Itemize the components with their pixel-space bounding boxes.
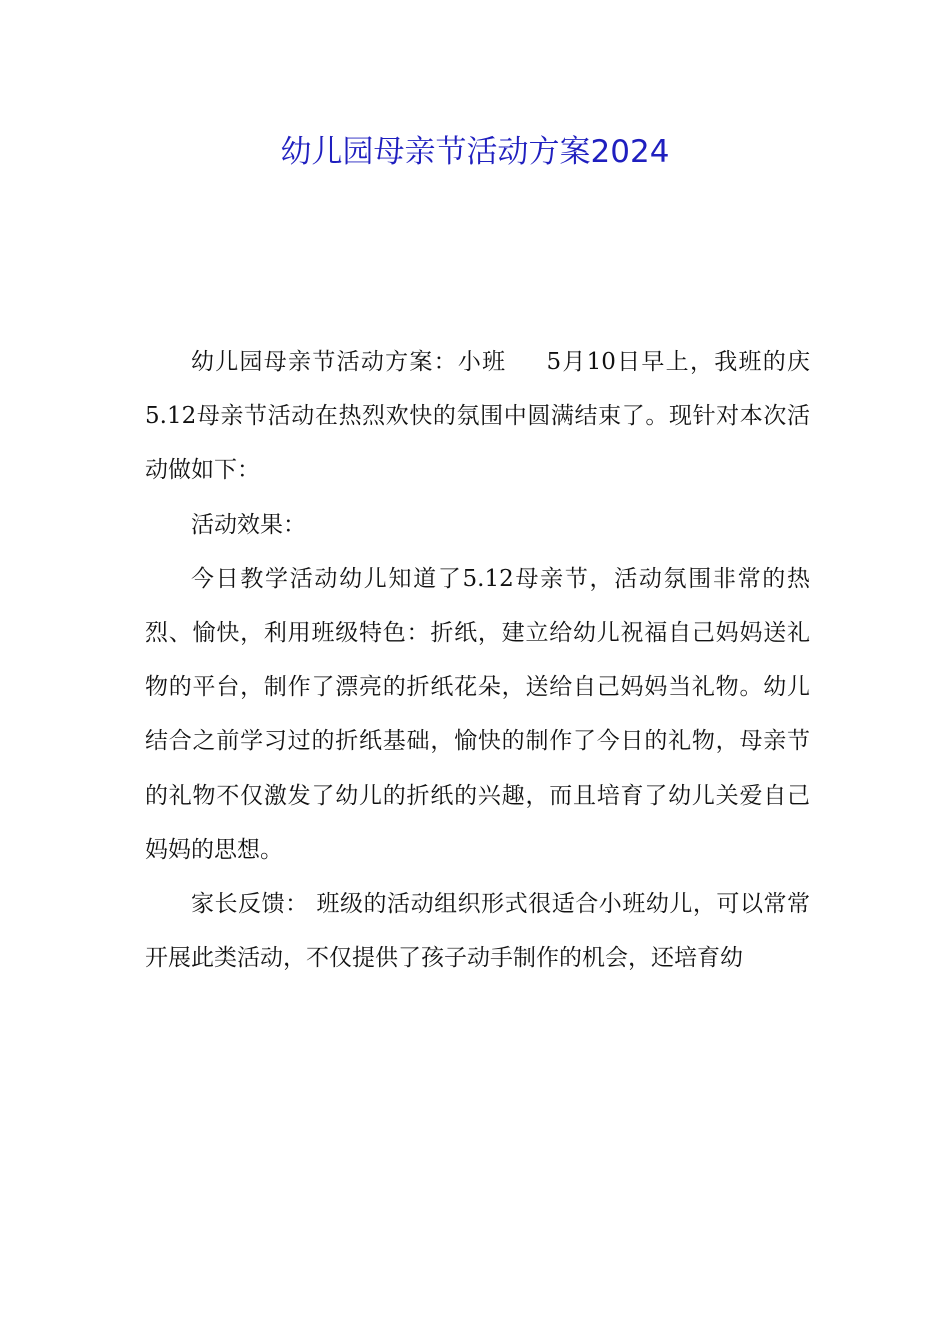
paragraph-intro-lead: 幼儿园母亲节活动方案：小班 <box>191 349 507 375</box>
paragraph-effect: 今日教学活动幼儿知道了5.12母亲节，活动氛围非常的热烈、愉快，利用班级特色：折纸，建立给幼儿祝福自己妈妈送礼物的平台，制作了漂亮的折纸花朵，送给自己妈妈当礼物。幼儿结合之前学习过的折纸基础，愉快的制作了今日的礼物，母亲节的礼物不仅激发了幼儿的折纸的兴趣，而且培育了幼儿关爱自己妈妈的思想。 <box>145 565 810 863</box>
paragraph-intro <box>145 335 810 498</box>
document-body <box>145 335 810 985</box>
paragraph-heading-effect: 活动效果： <box>191 511 306 538</box>
document-title: 幼儿园母亲节活动方案2024 <box>280 134 670 170</box>
paragraph-intro-text: 5月10日早上，我班的庆5.12母亲节活动在热烈欢快的氛围中圆满结束了。现针对本次活动做如下： <box>145 349 811 484</box>
paragraph-feedback: 家长反馈： 班级的活动组织形式很适合小班幼儿，可以常常开展此类活动，不仅提供了孩子动手制作的机会，还培育幼 <box>145 891 810 972</box>
